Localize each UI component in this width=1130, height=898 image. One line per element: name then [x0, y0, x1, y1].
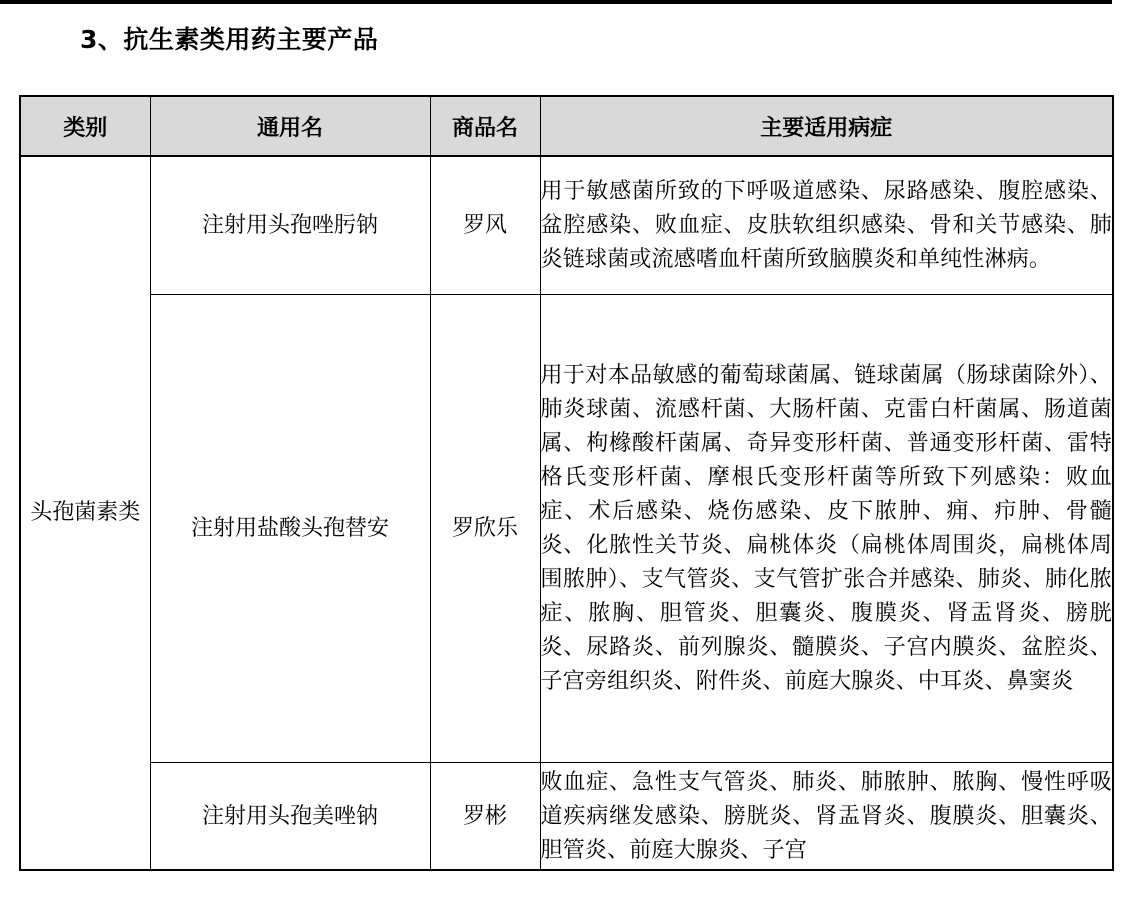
- antibiotic-products-table: [19, 95, 1114, 871]
- table-header-row: [20, 96, 1113, 156]
- header-generic-name: 通用名: [150, 96, 430, 156]
- brand-name-cell: 罗彬: [430, 763, 540, 871]
- brand-name-cell: 罗风: [430, 156, 540, 295]
- brand-name-cell: 罗欣乐: [430, 295, 540, 763]
- top-rule: [0, 0, 1112, 4]
- indications-cell: 用于对本品敏感的葡萄球菌属、链球菌属（肠球菌除外）、肺炎球菌、流感杆菌、大肠杆菌、克雷白杆菌属、肠道菌属、枸橼酸杆菌属、奇异变形杆菌、普通变形杆菌、雷特格氏变形杆菌、摩根氏变形杆菌等所致下列感染：败血症、术后感染、烧伤感染、皮下脓肿、痈、疖肿、骨髓炎、化脓性关节炎、扁桃体炎（扁桃体周围炎，扁桃体周围脓肿）、支气管炎、支气管扩张合并感染、肺炎、肺化脓症、脓胸、胆管炎、胆囊炎、腹膜炎、肾盂肾炎、膀胱炎、尿路炎、前列腺炎、髓膜炎、子宫内膜炎、盆腔炎、子宫旁组织炎、附件炎、前庭大腺炎、中耳炎、鼻窦炎: [540, 295, 1113, 763]
- header-brand-name: 商品名: [430, 96, 540, 156]
- generic-name-cell: 注射用头孢唑肟钠: [150, 156, 430, 295]
- category-cell: 头孢菌素类: [20, 156, 150, 870]
- header-category: 类别: [20, 96, 150, 156]
- indications-text: 败血症、急性支气管炎、肺炎、肺脓肿、脓胸、慢性呼吸道疾病继发感染、膀胱炎、肾盂肾炎、腹膜炎、胆囊炎、胆管炎、前庭大腺炎、子宫: [540, 770, 1112, 863]
- generic-name-cell: 注射用头孢美唑钠: [150, 763, 430, 871]
- indications-cell: [540, 763, 1113, 871]
- table-row: [20, 156, 1113, 295]
- generic-name-cell: 注射用盐酸头孢替安: [150, 295, 430, 763]
- table-row: [20, 763, 1113, 871]
- indications-cell: 用于敏感菌所致的下呼吸道感染、尿路感染、腹腔感染、盆腔感染、败血症、皮肤软组织感染、骨和关节感染、肺炎链球菌或流感嗜血杆菌所致脑膜炎和单纯性淋病。: [540, 156, 1113, 295]
- table-row: [20, 295, 1113, 763]
- section-title: 3、抗生素类用药主要产品: [80, 25, 379, 54]
- header-indications: 主要适用病症: [540, 96, 1113, 156]
